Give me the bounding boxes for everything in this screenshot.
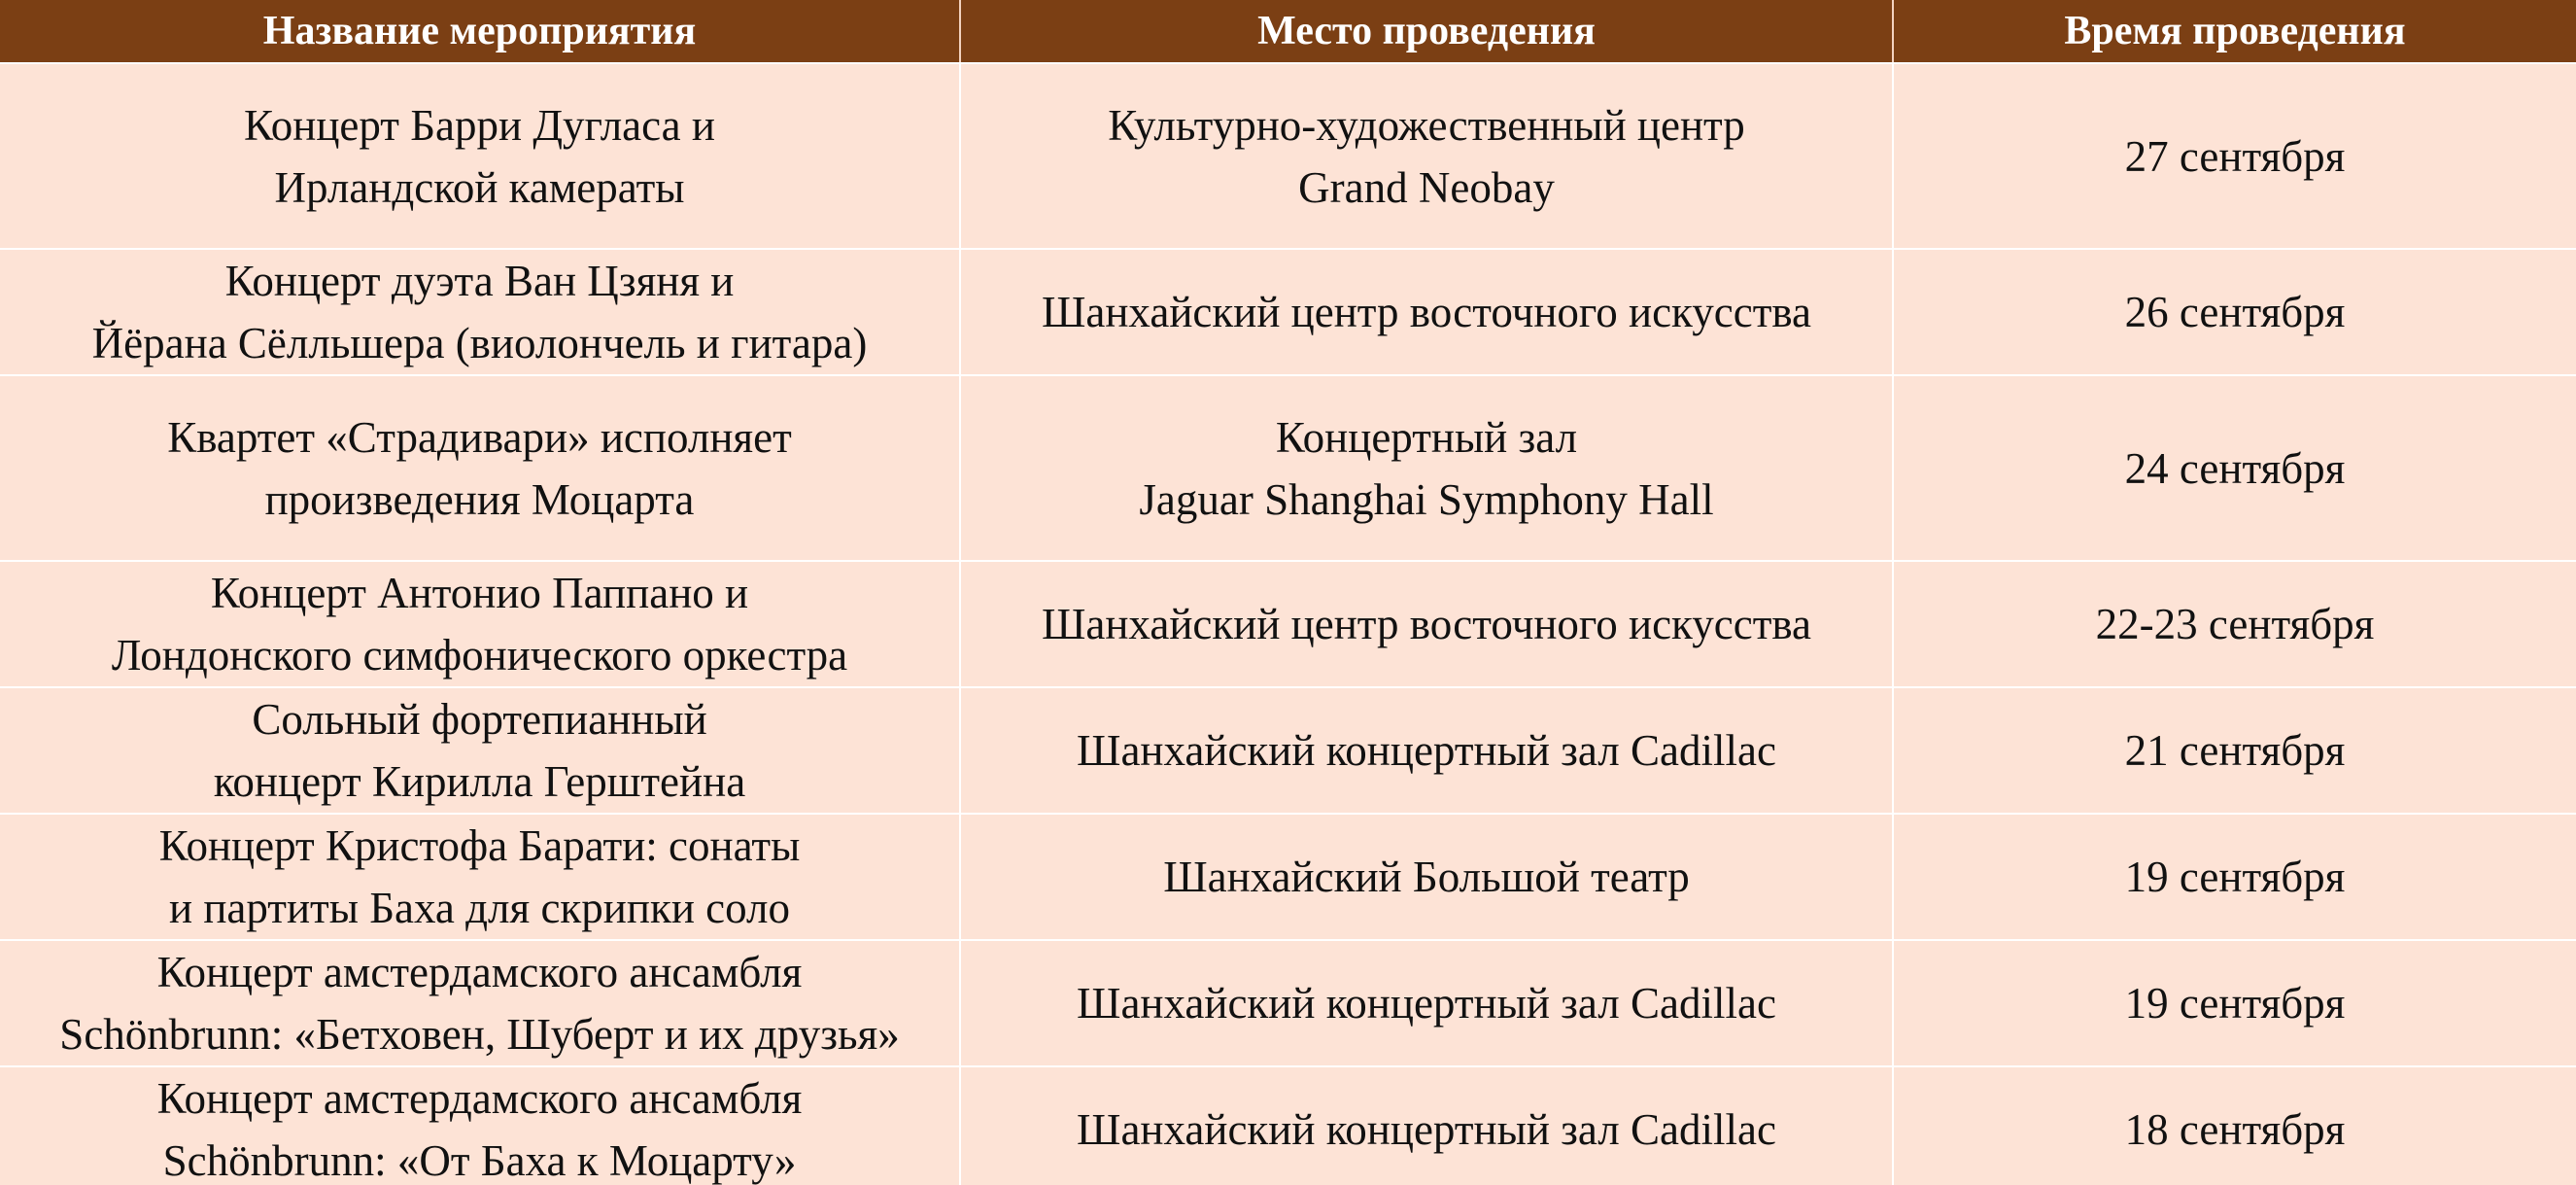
venue-line: Шанхайский концертный зал Cadillac bbox=[1077, 1105, 1776, 1154]
event-name-cell bbox=[0, 687, 960, 814]
event-name-line: Концерт амстердамского ансамбля bbox=[156, 1074, 803, 1123]
venue-line: Культурно-художественный центр bbox=[1108, 100, 1745, 150]
venue-cell bbox=[960, 561, 1893, 687]
event-name-line: Концерт Барри Дугласа и bbox=[243, 100, 715, 150]
venue-cell bbox=[960, 1066, 1893, 1185]
event-name-line: Schönbrunn: «От Баха к Моцарту» bbox=[162, 1136, 797, 1185]
date-cell: 22-23 сентября bbox=[1893, 561, 2576, 687]
event-name-line: Концерт Кристофа Барати: сонаты bbox=[158, 821, 801, 870]
header-row bbox=[0, 0, 2576, 63]
venue-line: Шанхайский центр восточного искусства bbox=[1041, 288, 1812, 336]
header-venue: Место проведения bbox=[960, 0, 1893, 63]
event-name-line: Schönbrunn: «Бетховен, Шуберт и их друзья» bbox=[59, 1010, 900, 1059]
event-name-line: Концерт амстердамского ансамбля bbox=[156, 948, 803, 996]
date-cell: 24 сентября bbox=[1893, 375, 2576, 561]
date-cell: 18 сентября bbox=[1893, 1066, 2576, 1185]
venue-line: Grand Neobay bbox=[1298, 162, 1555, 212]
event-name-line: Ирландской камераты bbox=[274, 162, 685, 212]
venue-cell bbox=[960, 940, 1893, 1066]
table-row bbox=[0, 63, 2576, 249]
venue-cell bbox=[960, 814, 1893, 940]
venue-line: Шанхайский концертный зал Cadillac bbox=[1077, 979, 1776, 1028]
event-name-cell bbox=[0, 63, 960, 249]
event-name-cell bbox=[0, 940, 960, 1066]
event-name-line: произведения Моцарта bbox=[264, 474, 695, 524]
event-name-line: Концерт Антонио Паппано и bbox=[210, 569, 749, 617]
event-name-cell bbox=[0, 814, 960, 940]
date-cell: 19 сентября bbox=[1893, 814, 2576, 940]
event-name-line: Сольный фортепианный bbox=[252, 695, 707, 744]
venue-line: Шанхайский концертный зал Cadillac bbox=[1077, 726, 1776, 775]
event-name-cell bbox=[0, 375, 960, 561]
date-cell: 19 сентября bbox=[1893, 940, 2576, 1066]
event-name-cell bbox=[0, 249, 960, 375]
event-name-line: Йёрана Сёлльшера (виолончель и гитара) bbox=[91, 319, 868, 367]
venue-cell bbox=[960, 687, 1893, 814]
event-name-line: Лондонского симфонического оркестра bbox=[111, 631, 848, 680]
event-name-line: Квартет «Страдивари» исполняет bbox=[167, 412, 792, 462]
table-row bbox=[0, 940, 2576, 1066]
date-cell: 21 сентября bbox=[1893, 687, 2576, 814]
event-name-line: и партиты Баха для скрипки соло bbox=[169, 884, 790, 932]
date-cell: 26 сентября bbox=[1893, 249, 2576, 375]
table-row bbox=[0, 561, 2576, 687]
table-body bbox=[0, 63, 2576, 1185]
event-name-cell bbox=[0, 1066, 960, 1185]
table-row bbox=[0, 687, 2576, 814]
table-row bbox=[0, 249, 2576, 375]
venue-line: Jaguar Shanghai Symphony Hall bbox=[1139, 474, 1714, 524]
venue-cell bbox=[960, 63, 1893, 249]
venue-cell bbox=[960, 375, 1893, 561]
date-cell: 27 сентября bbox=[1893, 63, 2576, 249]
event-name-line: концерт Кирилла Герштейна bbox=[213, 757, 746, 806]
venue-line: Шанхайский Большой театр bbox=[1163, 853, 1690, 901]
venue-line: Шанхайский центр восточного искусства bbox=[1041, 600, 1812, 648]
header-date: Время проведения bbox=[1893, 0, 2576, 63]
header-event-name: Название мероприятия bbox=[0, 0, 960, 63]
venue-line: Концертный зал bbox=[1275, 412, 1578, 462]
table-row bbox=[0, 375, 2576, 561]
venue-cell bbox=[960, 249, 1893, 375]
event-name-line: Концерт дуэта Ван Цзяня и bbox=[224, 257, 735, 305]
table-row bbox=[0, 814, 2576, 940]
event-name-cell bbox=[0, 561, 960, 687]
table-row bbox=[0, 1066, 2576, 1185]
